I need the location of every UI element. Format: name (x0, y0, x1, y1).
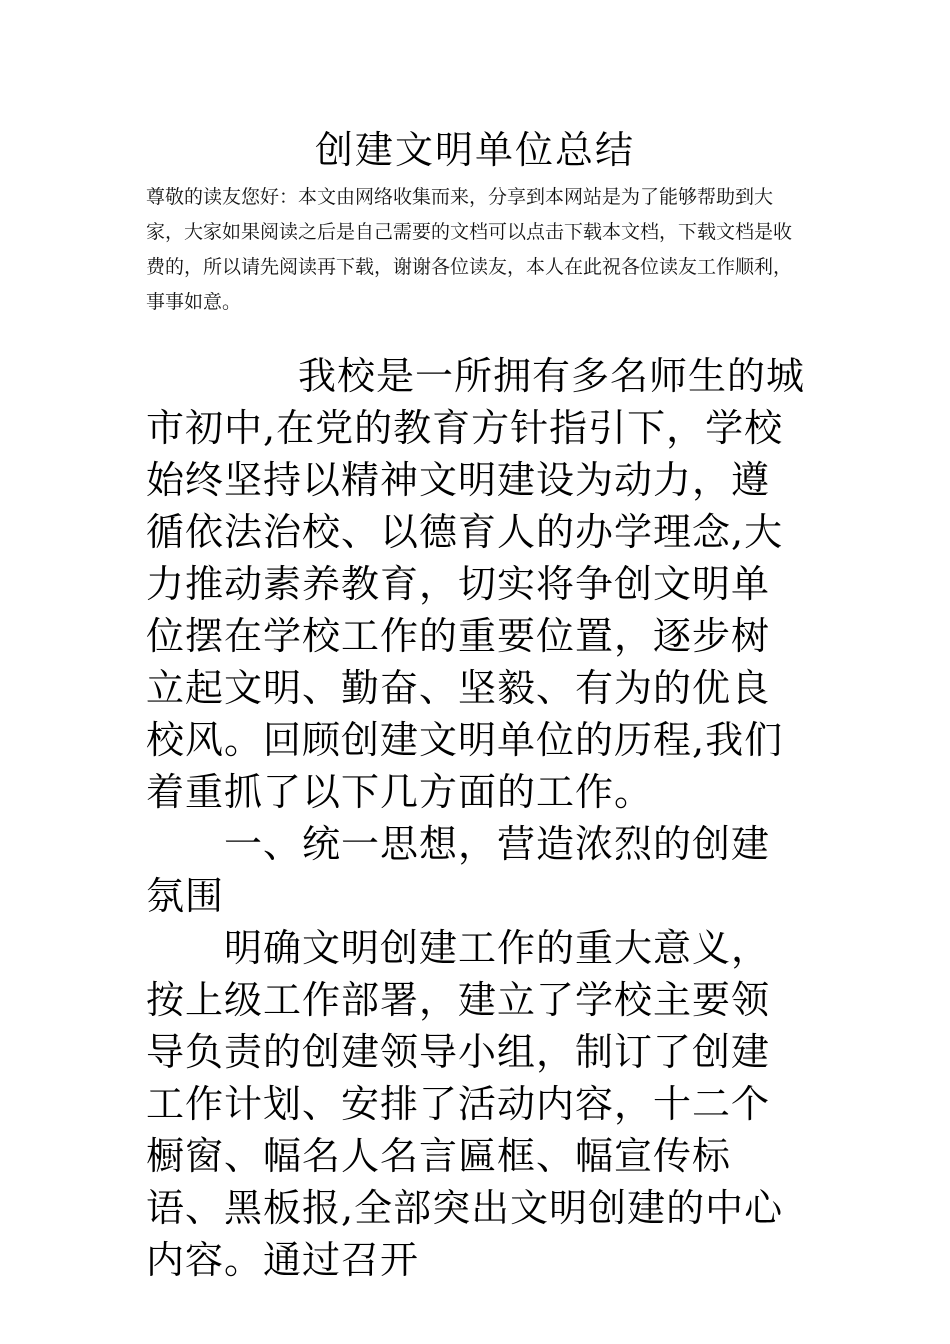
reader-notice: 尊敬的读友您好：本文由网络收集而来，分享到本网站是为了能够帮助到大家，大家如果阅读之后是自己需要的文档可以点击下载本文档，下载文档是收费的，所以请先阅读再下载，谢谢各位读友，本人在此祝各位读友工作顺利，事事如意。 (146, 186, 793, 313)
body-paragraph-section-1: 明确文明创建工作的重大意义，按上级工作部署，建立了学校主要领导负责的创建领导小组，制订了创建工作计划、安排了活动内容，十二个橱窗、幅名人名言匾框、幅宣传标语、黑板报,全部突出文明创建的中心内容。通过召开 (146, 926, 784, 1282)
body-paragraph-intro: 我校是一所拥有多名师生的城市初中,在党的教育方针指引下，学校始终坚持以精神文明建设为动力，遵循依法治校、以德育人的办学理念,大力推动素养教育，切实将争创文明单位摆在学校工作的重要位置，逐步树立起文明、勤奋、坚毅、有为的优良校风。回顾创建文明单位的历程,我们着重抓了以下几方面的工作。 (146, 354, 806, 814)
section-heading-1: 一、统一思想，营造浓烈的创建氛围 (146, 822, 771, 918)
document-body (146, 350, 808, 1286)
document-title: 创建文明单位总结 (314, 128, 635, 172)
